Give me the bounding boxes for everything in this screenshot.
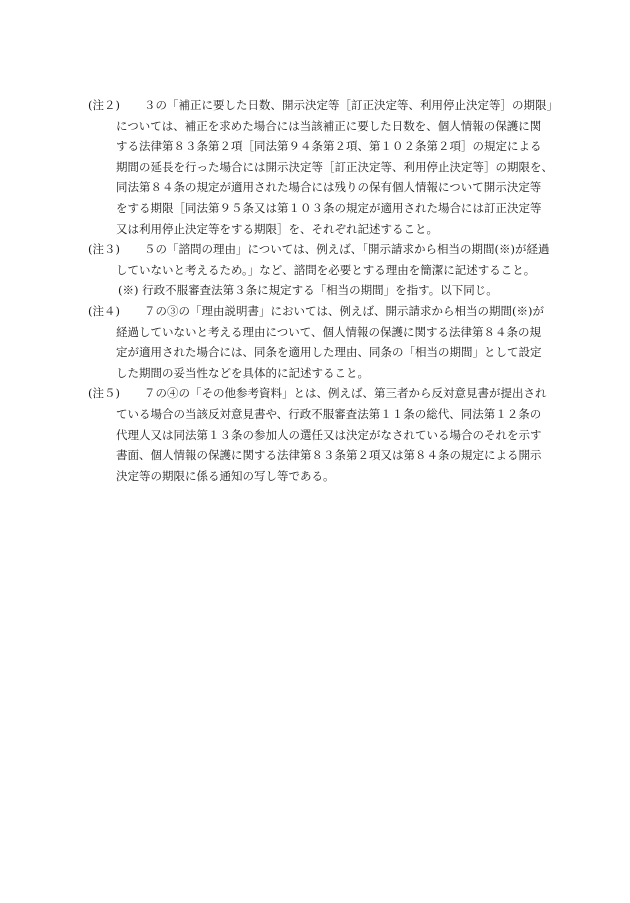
notes-section (88, 95, 558, 486)
note-text-line: 期間の延長を行った場合には開示決定等［訂正決定等、利用停止決定等］の期限を、 (116, 159, 553, 174)
note-label: (注５) (88, 386, 120, 401)
note-text-line: 書面、個人情報の保護に関する法律第８３条第２項又は第８４条の規定による開示 (116, 448, 542, 463)
note-text-line: 代理人又は同法第１３条の参加人の選任又は決定がなされている場合のそれを示す (116, 427, 542, 442)
note-text-line: をする期限［同法第９５条又は第１０３条の規定が適用された場合には訂正決定等 (116, 200, 542, 215)
note-label: (注４) (88, 303, 120, 318)
note-text-line: 又は利用停止決定等をする期限］を、それぞれ記述すること。 (116, 221, 438, 236)
note-text-line: していないと考えるため。」など、諮問を必要とする理由を簡潔に記述すること。 (116, 262, 536, 277)
note-text-line: ている場合の当該反対意見書や、行政不服審査法第１１条の総代、同法第１２条の (116, 406, 542, 421)
note-text-line: した期間の妥当性などを具体的に記述すること。 (116, 365, 369, 380)
note-label: (注３) (88, 242, 120, 257)
note-text-line: する法律第８３条第２項［同法第９４条第２項、第１０２条第２項］の規定による (116, 139, 542, 154)
note-text-line: ７の③の「理由説明書」においては、例えば、開示請求から相当の期間(※)が (144, 303, 544, 318)
note-2 (88, 95, 558, 239)
note-text-line: 経過していないと考える理由について、個人情報の保護に関する法律第８４条の規 (116, 324, 542, 339)
note-4 (88, 301, 558, 383)
note-5 (88, 383, 558, 486)
note-text-line: 決定等の期限に係る通知の写し等である。 (116, 468, 335, 483)
note-3 (88, 239, 558, 301)
note-text-line: ７の④の「その他参考資料」とは、例えば、第三者から反対意見書が提出され (144, 386, 547, 401)
note-subnote: (※) 行政不服審査法第３条に規定する「相当の期間」を指す。以下同じ。 (118, 283, 498, 298)
note-text-line: ５の「諮問の理由」については、例えば、「開示請求から相当の期間(※)が経過 (144, 242, 550, 257)
note-text-line: については、補正を求めた場合には当該補正に要した日数を、個人情報の保護に関 (116, 118, 542, 133)
note-label: (注２) (88, 98, 120, 112)
note-text-line: ３の「補正に要した日数、開示決定等［訂正決定等、利用停止決定等］の期限」 (144, 98, 558, 112)
note-text-line: 同法第８４条の規定が適用された場合には残りの保有個人情報について開示決定等 (116, 180, 542, 195)
note-text-line: 定が適用された場合には、同条を適用した理由、同条の「相当の期間」として設定 (116, 345, 542, 360)
